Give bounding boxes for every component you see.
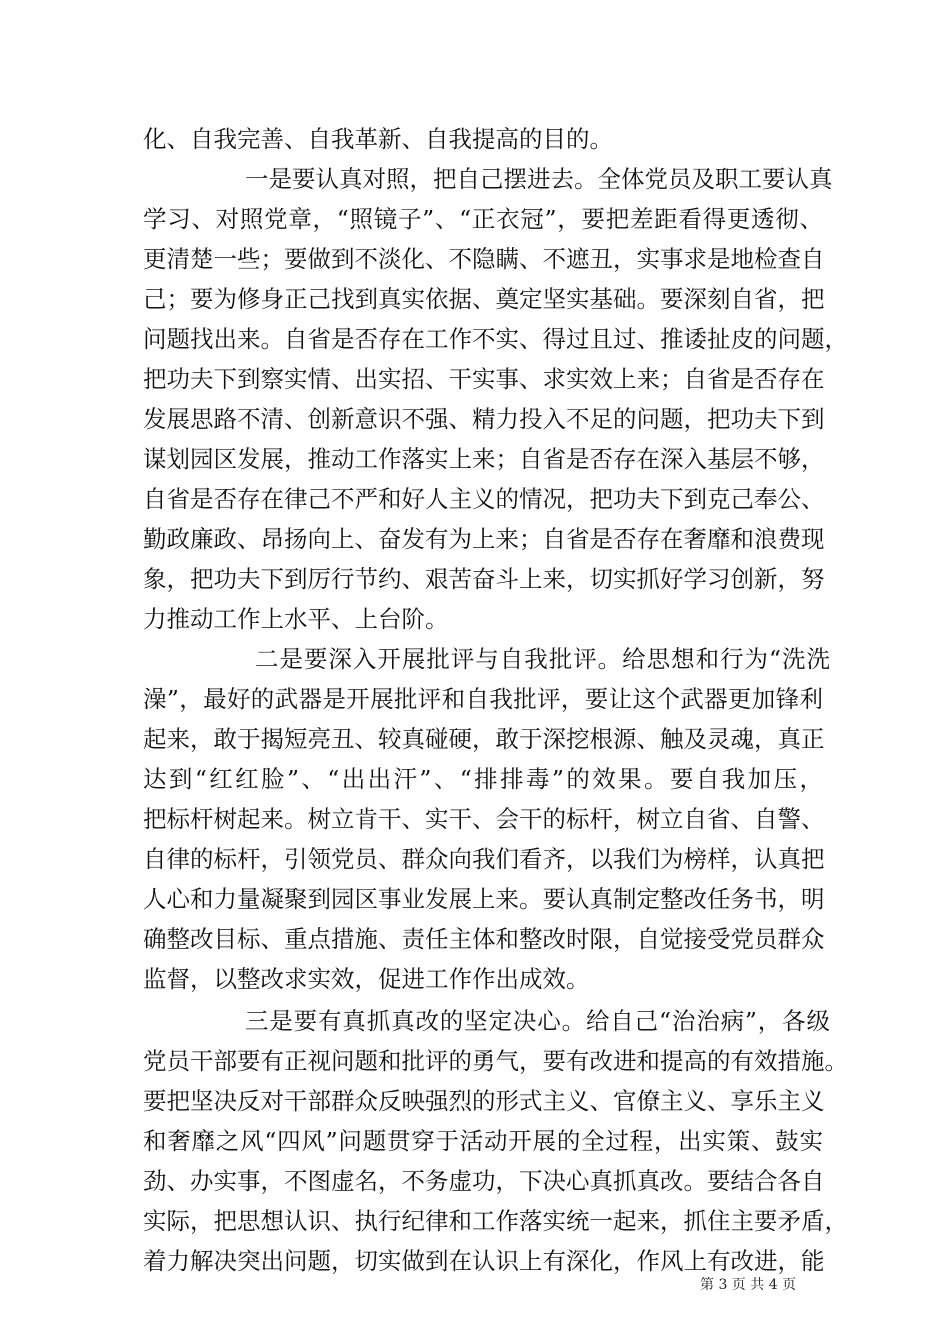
text-line-4: 更清楚一些；要做到不淡化、不隐瞒、不遮丑，实事求是地检查自 bbox=[143, 245, 825, 273]
text-line-10: 自省是否存在律己不严和好人主义的情况，把功夫下到克己奉公、 bbox=[143, 485, 825, 513]
text-line-22: 监督，以整改求实效，促进工作作出成效。 bbox=[143, 965, 590, 993]
text-line-25: 要把坚决反对干部群众反映强烈的形式主义、官僚主义、享乐主义 bbox=[143, 1087, 825, 1115]
text-line-28: 实际，把思想认识、执行纪律和工作落实统一起来，抓住主要矛盾， bbox=[143, 1207, 848, 1235]
text-line-24: 党员干部要有正视问题和批评的勇气，要有改进和提高的有效措施。 bbox=[143, 1047, 848, 1075]
text-line-16: 起来，敢于揭短亮丑、较真碰硬，敢于深挖根源、触及灵魂，真正 bbox=[143, 725, 825, 753]
text-line-3: 学习、对照党章，“照镜子”、“正衣冠”，要把差距看得更透彻、 bbox=[143, 205, 823, 233]
text-line-7: 把功夫下到察实情、出实招、干实事、求实效上来；自省是否存在 bbox=[143, 365, 825, 393]
text-line-11: 勤政廉政、昂扬向上、奋发有为上来；自省是否存在奢靡和浪费现 bbox=[143, 525, 825, 553]
text-line-27: 劲、办实事，不图虚名，不务虚功，下决心真抓真改。要结合各自 bbox=[143, 1167, 825, 1195]
text-line-17: 达到“红红脸”、“出出汗”、“排排毒”的效果。要自我加压， bbox=[143, 765, 823, 793]
text-line-29: 着力解决突出问题，切实做到在认识上有深化，作风上有改进，能 bbox=[143, 1247, 825, 1275]
text-line-2-paragraph-start: 一是要认真对照，把自己摆进去。全体党员及职工要认真 bbox=[245, 165, 833, 193]
text-line-15: 澡”，最好的武器是开展批评和自我批评，要让这个武器更加锋利 bbox=[143, 685, 823, 713]
text-line-8: 发展思路不清、创新意识不强、精力投入不足的问题，把功夫下到 bbox=[143, 405, 825, 433]
text-line-13: 力推动工作上水平、上台阶。 bbox=[143, 605, 449, 633]
text-line-14-paragraph-start: 二是要深入开展批评与自我批评。给思想和行为“洗洗 bbox=[255, 645, 830, 673]
page-number-footer: 第 3 页 共 4 页 bbox=[700, 1277, 797, 1293]
text-line-6: 问题找出来。自省是否存在工作不实、得过且过、推诿扯皮的问题， bbox=[143, 325, 848, 353]
text-line-1: 化、自我完善、自我革新、自我提高的目的。 bbox=[143, 125, 613, 153]
text-line-9: 谋划园区发展，推动工作落实上来；自省是否存在深入基层不够， bbox=[143, 445, 825, 473]
text-line-23-paragraph-start: 三是要有真抓真改的坚定决心。给自己“治治病”，各级 bbox=[245, 1007, 830, 1035]
text-line-19: 自律的标杆，引领党员、群众向我们看齐，以我们为榜样，认真把 bbox=[143, 845, 825, 873]
text-line-12: 象，把功夫下到厉行节约、艰苦奋斗上来，切实抓好学习创新，努 bbox=[143, 565, 825, 593]
text-line-18: 把标杆树起来。树立肯干、实干、会干的标杆，树立自省、自警、 bbox=[143, 805, 825, 833]
text-line-5: 己；要为修身正己找到真实依据、奠定坚实基础。要深刻自省，把 bbox=[143, 285, 825, 313]
text-line-20: 人心和力量凝聚到园区事业发展上来。要认真制定整改任务书，明 bbox=[143, 885, 825, 913]
text-line-26: 和奢靡之风“四风”问题贯穿于活动开展的全过程，出实策、鼓实 bbox=[143, 1127, 823, 1155]
text-line-21: 确整改目标、重点措施、责任主体和整改时限，自觉接受党员群众 bbox=[143, 925, 825, 953]
